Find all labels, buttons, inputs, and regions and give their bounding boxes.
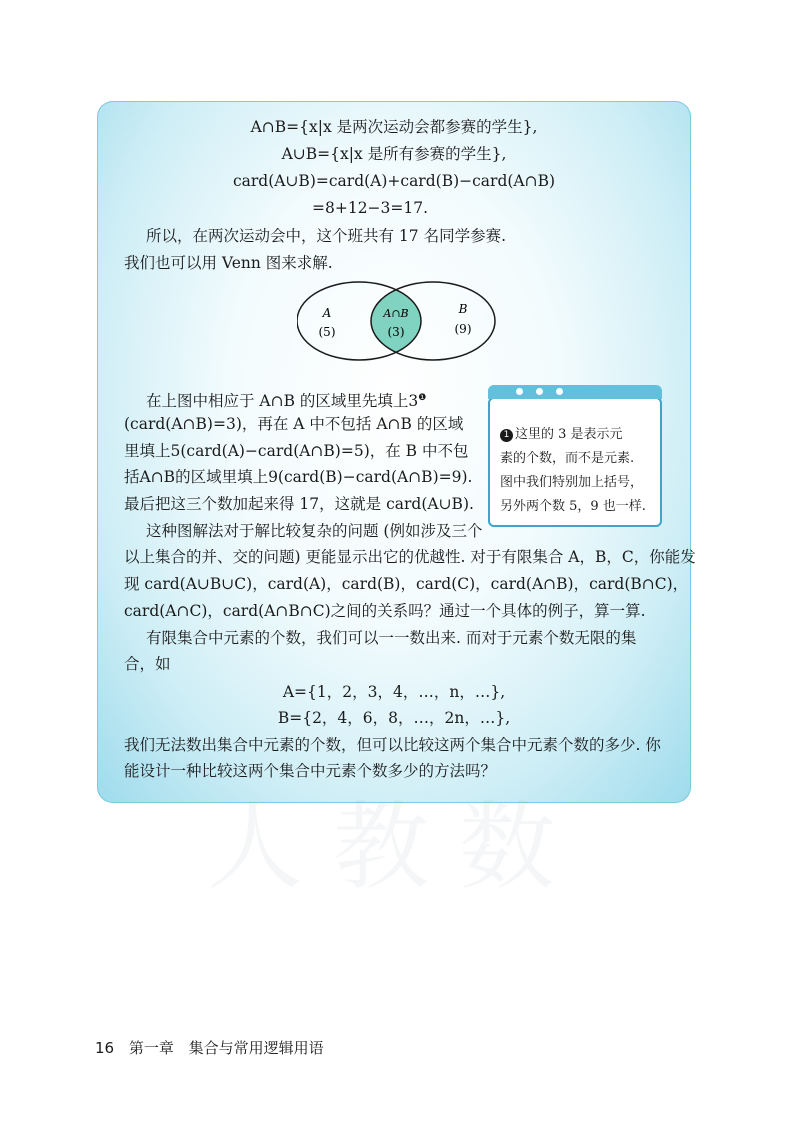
note-line-1: 1 这里的 3 是表示元: [500, 426, 623, 444]
equation-set-b: B={2，4，6，8，…，2n，…},: [277, 709, 511, 727]
paragraph-infinite-1: 有限集合中元素的个数，我们可以一一数出来. 而对于元素个数无限的集: [146, 629, 637, 647]
paragraph-method-1: 这种图解法对于解比较复杂的问题 (例如涉及三个: [146, 522, 483, 540]
equation-set-a: A={1，2，3，4，…，n，…},: [282, 683, 506, 701]
venn-label-b: B: [458, 302, 468, 316]
paragraph-venn-step-3: 里填上5(card(A)−card(A∩B)=5)，在 B 中不包: [124, 442, 469, 460]
paragraph-question-2: 能设计一种比较这两个集合中元素个数多少的方法吗？: [124, 762, 497, 780]
paragraph-conclusion: 所以，在两次运动会中，这个班共有 17 名同学参赛.: [146, 227, 507, 245]
page-footer: [95, 1037, 334, 1058]
paragraph-venn-step-4: 括A∩B的区域里填上9(card(B)−card(A∩B)=9).: [124, 468, 473, 486]
page-number: 16: [95, 1039, 115, 1057]
note-binding-dot: [536, 388, 543, 395]
equation-union: A∪B={x|x 是所有参赛的学生},: [281, 145, 507, 163]
paragraph-method-4: card(A∩C)，card(A∩B∩C)之间的关系吗？通过一个具体的例子，算一算.: [124, 602, 646, 620]
note-binding-dot: [516, 388, 523, 395]
venn-count-ab: (3): [387, 325, 405, 339]
chapter-title: 集合与常用逻辑用语: [188, 1039, 324, 1057]
venn-count-a: (5): [318, 325, 336, 339]
venn-count-b: (9): [454, 322, 472, 336]
paragraph-method-3: 现 card(A∪B∪C)，card(A)，card(B)，card(C)，card(A∩B)，card(B∩C)，: [124, 575, 689, 593]
note-tab: [488, 385, 662, 399]
note-line-4: 另外两个数 5，9 也一样.: [500, 499, 646, 514]
content-panel: [97, 101, 696, 903]
paragraph-venn-step-2: (card(A∩B)=3)，再在 A 中不包括 A∩B 的区域: [124, 415, 464, 433]
note-line-2: 素的个数，而不是元素.: [500, 451, 635, 466]
footnote-mark-icon: 1: [500, 429, 513, 442]
chapter-label: 第一章: [128, 1039, 174, 1057]
paragraph-method-2: 以上集合的并、交的问题) 更能显示出它的优越性. 对于有限集合 A，B，C，你能发: [124, 548, 696, 566]
note-binding-dot: [556, 388, 563, 395]
venn-label-ab: A∩B: [383, 307, 409, 320]
paragraph-question-1: 我们无法数出集合中元素的个数，但可以比较这两个集合中元素个数的多少. 你: [124, 736, 661, 754]
equation-card-formula: card(A∪B)=card(A)+card(B)−card(A∩B): [232, 172, 556, 190]
paragraph-venn-intro: 我们也可以用 Venn 图来求解.: [124, 254, 333, 272]
equation-intersection: A∩B={x|x 是两次运动会都参赛的学生},: [250, 118, 538, 136]
publisher-watermark: 人教数: [207, 791, 585, 903]
footnote-mark: ❶: [418, 393, 427, 403]
paragraph-venn-step-1: 在上图中相应于 A∩B 的区域里先填上$3^❶$: [146, 392, 427, 411]
paragraph-infinite-2: 合，如: [124, 655, 171, 673]
paragraph-venn-step-5: 最后把这三个数加起来得 17，这就是 card(A∪B).: [124, 495, 474, 513]
side-note: [488, 397, 662, 527]
venn-label-a: A: [322, 306, 332, 320]
note-line-3: 图中我们特别加上括号，: [500, 475, 644, 490]
equation-card-result: =8+12−3=17.: [312, 199, 429, 217]
venn-diagram: [297, 281, 497, 361]
